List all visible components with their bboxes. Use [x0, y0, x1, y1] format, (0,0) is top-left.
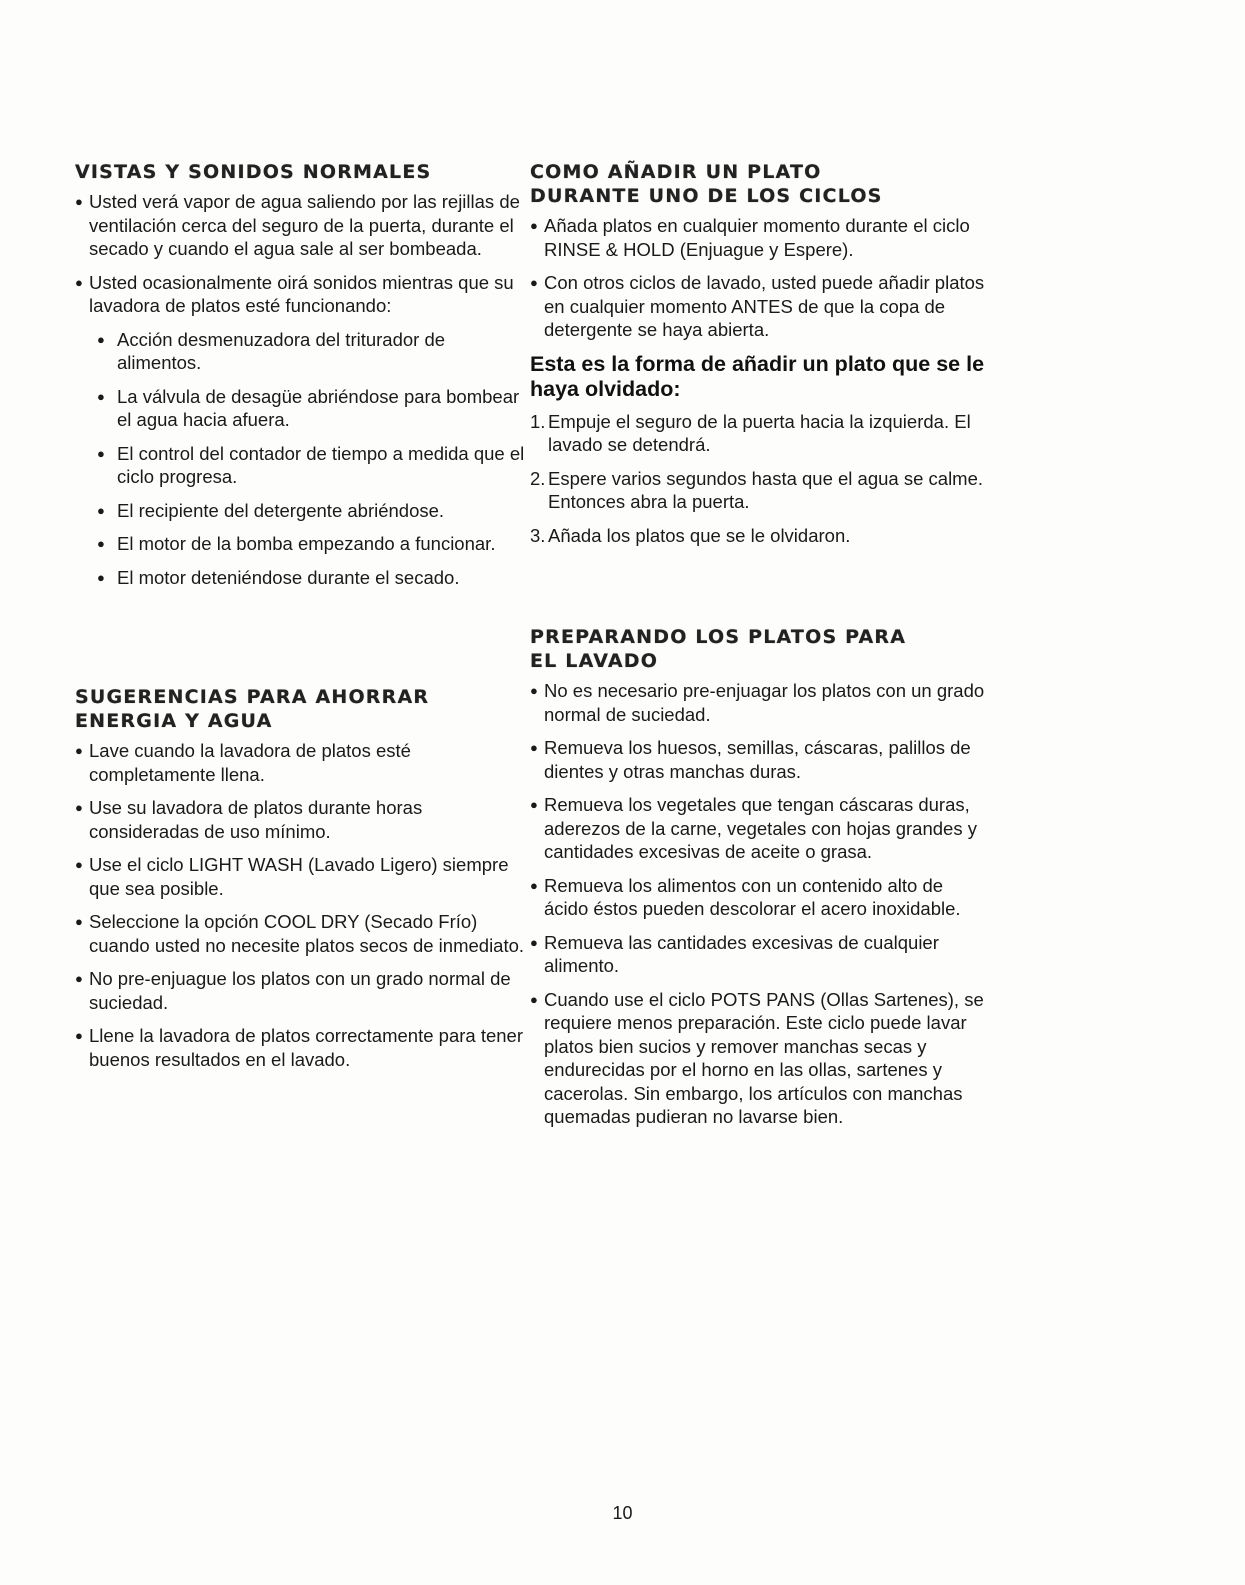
- add-dish-steps: [530, 410, 990, 548]
- bullet-icon: ●: [75, 800, 83, 815]
- bullet-icon: ●: [75, 743, 83, 758]
- list-item: ● Remueva las cantidades excesivas de cualquier alimento.: [530, 931, 939, 976]
- list-item: ● Seleccione la opción COOL DRY (Secado Frío) cuando usted no necesite platos secos de inmediato.: [75, 911, 525, 956]
- bullet-icon: ●: [97, 502, 105, 518]
- list-item: ● Remueva los vegetales que tengan cáscaras duras, aderezos de la carne, vegetales con hojas grandes y cantidades excesivas de aceite o grasa.: [530, 794, 977, 862]
- list-item: ● No pre-enjuague los platos con un grado normal de suciedad.: [75, 968, 511, 1013]
- sub-list-item: ● El motor de la bomba empezando a funcionar.: [97, 533, 496, 554]
- step-item: 1. Empuje el seguro de la puerta hacia la izquierda. El lavado se detendrá.: [530, 410, 971, 455]
- list-item: ● Use el ciclo LIGHT WASH (Lavado Ligero) siempre que sea posible.: [75, 854, 509, 899]
- list-item: ● Cuando use el ciclo POTS PANS (Ollas Sartenes), se requiere menos preparación. Este ciclo puede lavar platos bien sucios y remover manchas secas y endurecidas por el horno en las ollas, sartenes y cacerolas. Sin embargo, los artículos con manchas quemadas pudieran no lavarse bien.: [530, 988, 984, 1127]
- bullet-icon: ●: [530, 275, 538, 290]
- bullet-icon: ●: [75, 1028, 83, 1043]
- list-item: ● Llene la lavadora de platos correctamente para tener buenos resultados en el lavado.: [75, 1025, 523, 1070]
- list-item: ● Remueva los alimentos con un contenido alto de ácido éstos pueden descolorar el acero inoxidable.: [530, 874, 961, 919]
- bullet-icon: ●: [530, 934, 538, 950]
- sub-list-item: ● Acción desmenuzadora del triturador de alimentos.: [97, 328, 446, 373]
- bullet-icon: ●: [530, 740, 538, 755]
- sub-list-item: ● La válvula de desagüe abriéndose para bombear el agua hacia afuera.: [97, 385, 520, 430]
- preparing-list: [530, 679, 990, 1129]
- list-item: ● Añada platos en cualquier momento durante el ciclo RINSE & HOLD (Enjuague y Espere).: [530, 215, 970, 260]
- list-item: ● Usted verá vapor de agua saliendo por las rejillas de ventilación cerca del seguro de la puerta, durante el secado y cuando el agua sale al ser bombeada.: [75, 191, 520, 259]
- sub-list-item: ● El control del contador de tiempo a medida que el ciclo progresa.: [97, 442, 525, 487]
- step-item: 2. Espere varios segundos hasta que el agua se calme. Entonces abra la puerta.: [530, 467, 984, 512]
- bullet-icon: ●: [97, 536, 105, 551]
- bullet-icon: ●: [97, 388, 105, 404]
- section-title-energy: SUGERENCIAS PARA AHORRAR ENERGIA Y AGUA: [75, 686, 430, 732]
- bullet-icon: ●: [97, 445, 105, 461]
- list-item: ● Use su lavadora de platos durante horas consideradas de uso mínimo.: [75, 797, 423, 842]
- section-spacer: [75, 599, 525, 685]
- section-spacer: [530, 557, 990, 625]
- bullet-icon: ●: [530, 991, 538, 1007]
- list-item: ● Lave cuando la lavadora de platos esté completamente llena.: [75, 740, 411, 785]
- left-column: [75, 160, 525, 1081]
- page-number: 10: [612, 1503, 633, 1523]
- list-item: ● Usted ocasionalmente oirá sonidos mientras que su lavadora de platos esté funcionando:: [75, 271, 514, 316]
- section-title-preparing: PREPARANDO LOS PLATOS PARA EL LAVADO: [530, 626, 907, 672]
- add-dish-subheading: Esta es la forma de añadir un plato que se le haya olvidado:: [530, 351, 985, 401]
- bullet-icon: ●: [75, 857, 83, 872]
- bullet-icon: ●: [75, 274, 83, 290]
- sounds-list: [75, 190, 525, 589]
- bullet-icon: ●: [530, 218, 538, 233]
- energy-list: [75, 739, 525, 1071]
- list-item: ● Con otros ciclos de lavado, usted puede añadir platos en cualquier momento ANTES de que la copa de detergente se haya abierta.: [530, 272, 985, 340]
- list-item: ● No es necesario pre-enjuagar los platos con un grado normal de suciedad.: [530, 680, 985, 725]
- bullet-icon: ●: [530, 877, 538, 893]
- sub-list-item: ● El motor deteniéndose durante el secado.: [97, 566, 460, 588]
- list-item: ● Remueva los huesos, semillas, cáscaras, palillos de dientes y otras manchas duras.: [530, 737, 971, 782]
- bullet-icon: ●: [97, 331, 105, 347]
- bullet-icon: ●: [75, 914, 83, 929]
- section-title-sounds: VISTAS Y SONIDOS NORMALES: [75, 161, 432, 183]
- step-item: 3. Añada los platos que se le olvidaron.: [530, 524, 851, 546]
- bullet-icon: ●: [75, 194, 83, 209]
- bullet-icon: ●: [75, 971, 83, 986]
- section-title-add-dish: COMO AÑADIR UN PLATO DURANTE UNO DE LOS CICLOS: [530, 161, 883, 207]
- bullet-icon: ●: [530, 683, 538, 698]
- sub-list-item: ● El recipiente del detergente abriéndose.: [97, 499, 445, 521]
- bullet-icon: ●: [530, 797, 538, 812]
- right-column: [530, 160, 990, 1139]
- bullet-icon: ●: [97, 569, 105, 585]
- add-dish-list: [530, 214, 990, 342]
